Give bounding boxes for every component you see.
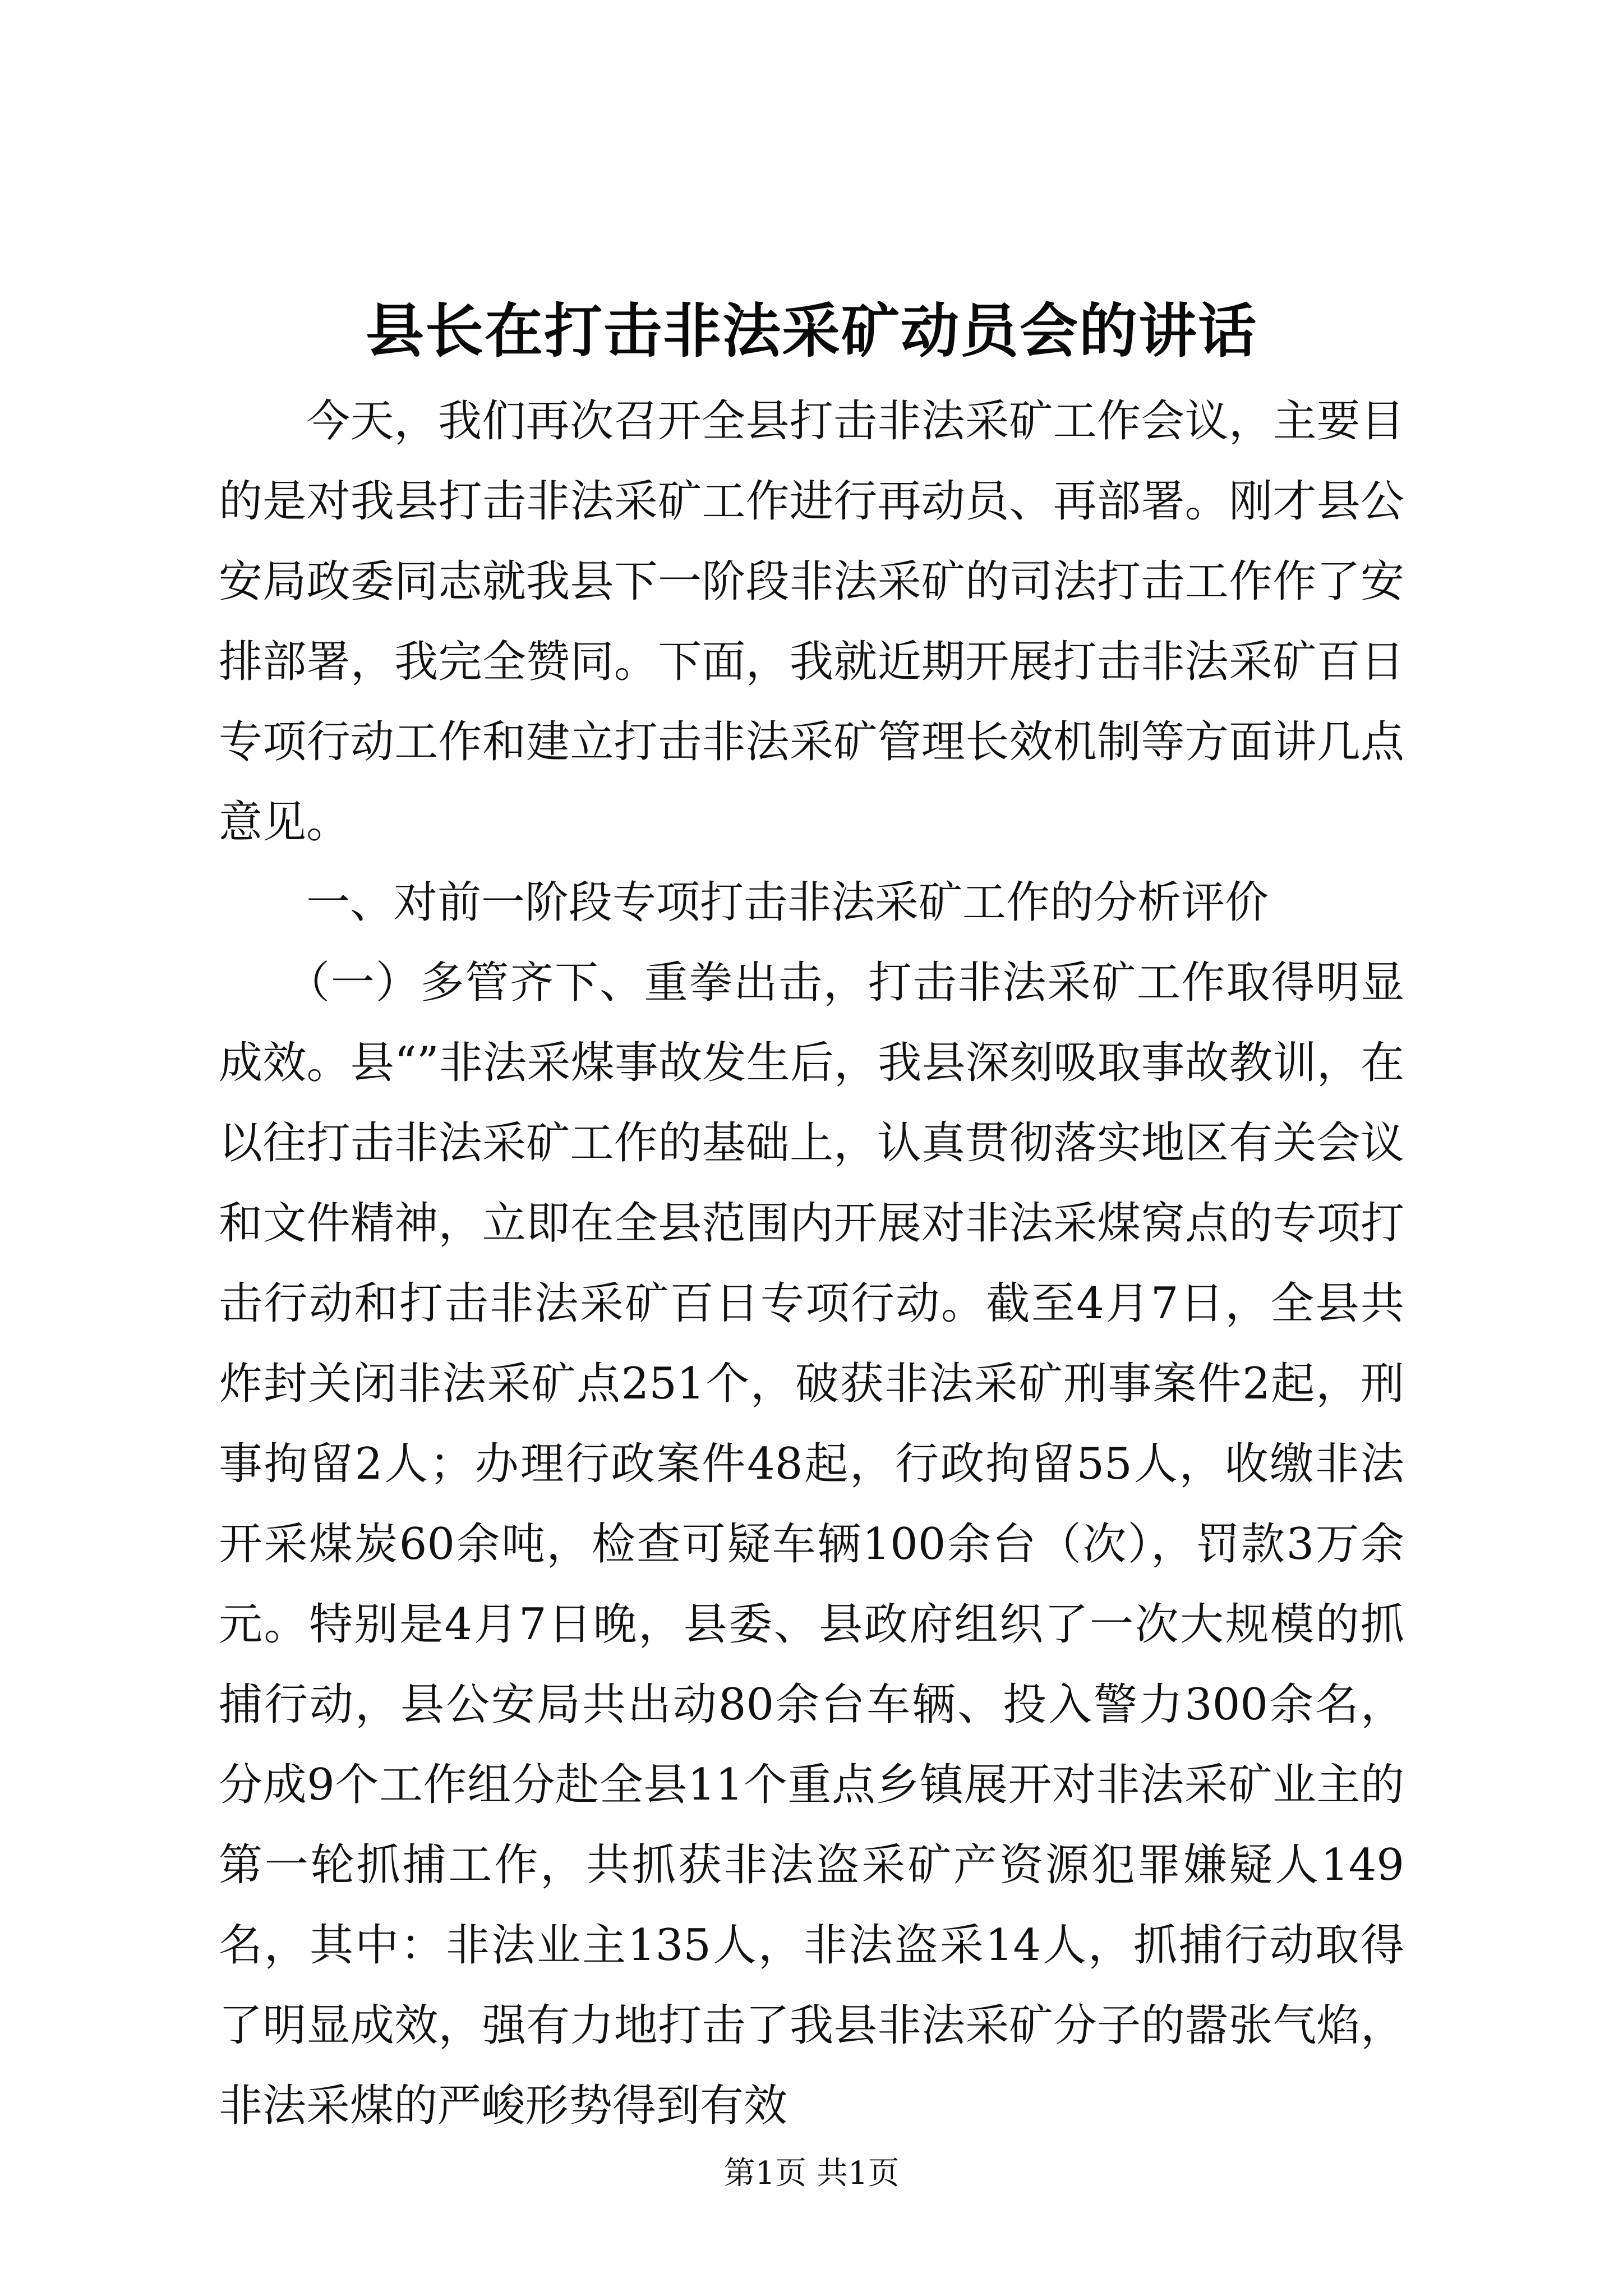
page-number-footer: 第1页 共1页 xyxy=(723,2155,900,2192)
document-body xyxy=(219,381,1404,2146)
section-heading-1: 一、对前一阶段专项打击非法采矿工作的分析评价 xyxy=(306,877,1269,928)
paragraph-section-1-1: （一）多管齐下、重拳出击，打击非法采矿工作取得明显成效。县“”非法采煤事故发生后，我县深刻吸取事故教训，在以往打击非法采矿工作的基础上，认真贯彻落实地区有关会议和文件精神，立即在全县范围内开展对非法采煤窝点的专项打击行动和打击非法采矿百日专项行动。截至4月7日，全县共炸封关闭非法采矿点251个，破获非法采矿刑事案件2起，刑事拘留2人；办理行政案件48起，行政拘留55人，收缴非法开采煤炭60余吨，检查可疑车辆100余台（次），罚款3万余元。特别是4月7日晚，县委、县政府组织了一次大规模的抓捕行动，县公安局共出动80余台车辆、投入警力300余名，分成9个工作组分赴全县11个重点乡镇展开对非法采矿业主的第一轮抓捕工作，共抓获非法盗采矿产资源犯罪嫌疑人149名，其中：非法业主135人，非法盗采14人，抓捕行动取得了明显成效，强有力地打击了我县非法采矿分子的嚣张气焰，非法采煤的严峻形势得到有效 xyxy=(219,958,1404,2131)
document-title: 县长在打击非法采矿动员会的讲话 xyxy=(365,296,1257,365)
paragraph-intro: 今天，我们再次召开全县打击非法采矿工作会议，主要目的是对我县打击非法采矿工作进行再动员、再部署。刚才县公安局政委同志就我县下一阶段非法采矿的司法打击工作作了安排部署，我完全赞同。下面，我就近期开展打击非法采矿百日专项行动工作和建立打击非法采矿管理长效机制等方面讲几点意见。 xyxy=(219,396,1404,848)
